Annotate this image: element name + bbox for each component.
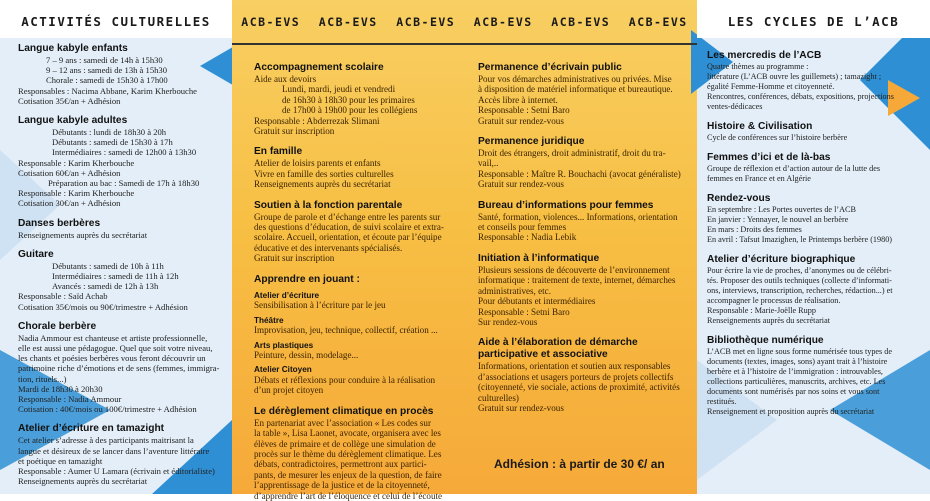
section-text-line: Responsable : Setni Baro xyxy=(478,105,570,116)
section-text-line: Accès libre à internet. xyxy=(478,94,558,105)
subsection-heading: Théâtre xyxy=(254,315,284,325)
acb-evs-services-right xyxy=(478,52,700,413)
section-text-line: Plusieurs sessions de découverte de l’environnement xyxy=(478,264,670,275)
section-text-line: éducative et des intervenants spécialisés. xyxy=(254,242,403,253)
section-heading: Langue kabyle adultes xyxy=(18,115,128,127)
section-text-line: élèves de primaire et de collège une simulation de xyxy=(254,438,436,449)
section-heading: Les mercredis de l’ACB xyxy=(707,50,822,61)
section-heading: Aide à l’élaboration de démarche participative et associative xyxy=(478,337,638,361)
cultural-activities-title: ACTIVITÉS CULTURELLES xyxy=(0,0,232,38)
section-text-line: Cotisation 35€/mois ou 90€/trimestre + Adhésion xyxy=(18,301,188,312)
section-text-line: documents (textes, images, sons) ayant trait à l’histoire xyxy=(707,357,888,366)
section-text-line: ons, interviews, transcription, recherches, rédaction...) et xyxy=(707,286,893,295)
section-text-line: Responsable : Saïd Achab xyxy=(18,291,108,302)
section-text-line: tés. Proposer des outils techniques (collecte d’informati- xyxy=(707,276,892,285)
section-heading: Rendez-vous xyxy=(707,193,771,204)
section-text-line: Renseignement et proposition auprès du secrétariat xyxy=(707,407,875,416)
section-text-line: Responsable : Nadia Lebik xyxy=(478,232,577,243)
section-text-line: Responsable : Aumer U Lamara (écrivain et éditorialiste) xyxy=(18,466,215,477)
cultural-activities-list xyxy=(18,43,226,487)
section-text-line: Cotisation 60€/an + Adhésion xyxy=(18,167,121,178)
section-text-line: Sensibilisation à l’écriture par le jeu xyxy=(254,300,386,311)
section-text-line: accompagner le processus de réalisation. xyxy=(707,296,841,305)
section-text-line: administratives, etc. xyxy=(478,285,551,296)
section-heading: Atelier d’écriture biographique xyxy=(707,254,856,265)
section-text-line: pants, de mesurer les enjeux de la question, de faire xyxy=(254,469,442,480)
section-text-line: procès sur le thème du dérèglement climatique. Les xyxy=(254,448,442,459)
section-text-line: restitués. xyxy=(707,397,737,406)
acb-evs-services-left xyxy=(254,52,476,501)
section-text-line: Nadia Ammour est chanteuse et artiste professionnelle, xyxy=(18,332,208,343)
section-text-line: Gratuit sur inscription xyxy=(254,126,335,137)
section-text-line: littérature (L’ACB ouvre les guillemets) ; tamazight ; xyxy=(707,72,882,81)
section-text-line: Débutants : lundi de 18h30 à 20h xyxy=(52,127,167,138)
section-text-line: d’apprendre l’art de l’éloquence et celui de l’écoute xyxy=(254,490,443,501)
section-heading: Bureau d’informations pour femmes xyxy=(478,199,654,211)
section-text-line: Cet atelier s’adresse à des participants maitrisant la xyxy=(18,435,194,446)
section-text-line: Gratuit sur rendez-vous xyxy=(478,115,564,126)
section-text-line: En janvier : Yennayer, le nouvel an berbère xyxy=(707,215,849,224)
section-text-line: Aide aux devoirs xyxy=(254,74,317,84)
section-text-line: patrimoine riche d’émotions et de sens (femmes, immigra- xyxy=(18,363,220,374)
section-text-line: Informations, orientation et soutien aux responsables xyxy=(478,361,671,372)
section-text-line: Chorale : samedi de 15h30 à 17h00 xyxy=(46,75,168,86)
subsection-heading: Atelier Citoyen xyxy=(254,365,312,375)
section-heading: Initiation à l’informatique xyxy=(478,252,600,264)
section-text-line: documents sont numérisés par nos soins et vous sont xyxy=(707,387,880,396)
section-text-line: 9 – 12 ans : samedi de 13h à 15h30 xyxy=(46,65,168,76)
section-text-line: Atelier de loisirs parents et enfants xyxy=(254,158,381,169)
section-text-line: débats, contradictoires, permettront aux partici- xyxy=(254,459,427,470)
section-text-line: Quatre thèmes au programme : xyxy=(707,62,809,71)
section-text-line: En septembre : Les Portes ouvertes de l’ACB xyxy=(707,205,856,214)
banner-label: ACB-EVS xyxy=(628,14,688,29)
section-text-line: Peinture, dessin, modelage... xyxy=(254,350,359,360)
section-text-line: Pour débutants et intermédiaires xyxy=(478,296,596,307)
section-heading: Permanence d’écrivain public xyxy=(478,62,622,73)
section-text-line: En avril : Tafsut Imazighen, le Printemps berbère (1980) xyxy=(707,235,893,244)
section-text-line: Débats et réflexions pour conduire à la réalisation xyxy=(254,374,436,385)
section-text-line: Responsables : Nacima Abbane, Karim Kherbouche xyxy=(18,85,197,96)
banner-label: ACB-EVS xyxy=(473,14,533,29)
cultural-activities-column xyxy=(0,0,232,494)
section-text-line: Cotisation : 40€/mois ou 100€/trimestre + Adhésion xyxy=(18,404,197,415)
section-text-line: Vivre en famille des sorties culturelles xyxy=(254,168,394,179)
section-heading: Femmes d’ici et de là-bas xyxy=(707,152,831,163)
section-heading: Soutien à la fonction parentale xyxy=(254,199,403,211)
section-text-line: berbère et à l’histoire de l’immigration : introuvables, xyxy=(707,367,883,376)
membership-fee: Adhésion : à partir de 30 €/ an xyxy=(494,457,665,471)
acb-evs-column xyxy=(232,0,697,501)
section-text-line: Responsable : Karim Kherbouche xyxy=(18,188,135,199)
section-text-line: égalité Femme-Homme et citoyenneté. xyxy=(707,82,835,91)
section-text-line: Intermédiaires : samedi de 12h00 à 13h30 xyxy=(52,147,197,158)
section-text-line: tion, rituels...) xyxy=(18,373,67,384)
section-heading: Danses berbères xyxy=(18,217,101,229)
section-heading: Langue kabyle enfants xyxy=(18,43,128,54)
section-text-line: elle est aussi une pédagogue. Quel que soit votre niveau, xyxy=(18,343,213,354)
section-text-line: scolaire. Accueil, orientation, et écoute par l’équipe xyxy=(254,232,442,243)
banner-label: ACB-EVS xyxy=(551,14,611,29)
section-text-line: Pour écrire la vie de proches, d’anonymes ou de célébri- xyxy=(707,266,892,275)
section-heading: Chorale berbère xyxy=(18,320,97,332)
section-text-line: Responsable : Karim Kherbouche xyxy=(18,157,135,168)
section-text-line: Responsable : Setni Baro xyxy=(478,306,570,317)
acb-cycles-title: LES CYCLES DE L’ACB xyxy=(697,0,930,38)
section-text-line: culturelles) xyxy=(478,392,519,403)
section-text-line: de 17h00 à 19h00 pour les collégiens xyxy=(282,105,418,116)
section-text-line: Rencontres, conférences, débats, expositions, projections xyxy=(707,92,894,101)
section-heading: Accompagnement scolaire xyxy=(254,62,384,73)
section-text-line: d’un projet citoyen xyxy=(254,385,324,396)
section-text-line: à disposition de matériel informatique et bureautique. xyxy=(478,84,673,95)
acb-cycles-column xyxy=(697,0,930,494)
section-text-line: Santé, formation, violences... Informations, orientation xyxy=(478,211,678,222)
section-heading: Apprendre en jouant : xyxy=(254,273,360,285)
section-text-line: l’apprentissage de la justice et de la citoyenneté, xyxy=(254,480,430,491)
section-text-line: Droit des étrangers, droit administratif, droit du tra- xyxy=(478,148,666,159)
section-text-line: Renseignements auprès du secrétariat xyxy=(707,316,830,325)
acb-evs-banner xyxy=(232,0,697,45)
section-text-line: En mars : Droits des femmes xyxy=(707,225,802,234)
section-heading: Guitare xyxy=(18,248,54,260)
section-text-line: Groupe de parole et d’échange entre les parents sur xyxy=(254,211,441,222)
section-text-line: et poétique en tamazight xyxy=(18,455,103,466)
section-text-line: Groupe de réflexion et d’action autour de la lutte des xyxy=(707,164,881,173)
section-text-line: Lundi, mardi, jeudi et vendredi xyxy=(282,84,396,95)
section-text-line: (citoyenneté, vie sociale, actions de proximité, activités xyxy=(478,382,680,393)
subsection-heading: Arts plastiques xyxy=(254,340,314,350)
section-text-line: Responsable : Maître R. Bouchachi (avocat généraliste) xyxy=(478,168,681,179)
section-text-line: d’associations et usagers porteurs de projets collectifs xyxy=(478,371,674,382)
section-heading: Atelier d’écriture en tamazight xyxy=(18,423,165,435)
section-text-line: Gratuit sur inscription xyxy=(254,253,335,264)
section-text-line: Intermédiaires : samedi de 11h à 12h xyxy=(52,271,179,282)
banner-label: ACB-EVS xyxy=(241,14,301,29)
subsection-heading: Atelier d’écriture xyxy=(254,290,320,300)
section-text-line: langue et désireux de se lancer dans l’aventure littéraire xyxy=(18,445,210,456)
section-text-line: Gratuit sur rendez-vous xyxy=(478,179,564,190)
section-text-line: Cotisation 30€/an + Adhésion xyxy=(18,198,121,209)
section-text-line: vail,.. xyxy=(478,158,499,169)
section-text-line: ventes-dédicaces xyxy=(707,102,763,111)
section-text-line: Sur rendez-vous xyxy=(478,316,538,327)
section-heading: Le dérèglement climatique en procès xyxy=(254,405,434,417)
section-text-line: des questions d’éducation, de suivi scolaire et extra- xyxy=(254,222,444,233)
section-text-line: Gratuit sur rendez-vous xyxy=(478,402,564,413)
section-text-line: Avancés : samedi de 12h à 13h xyxy=(52,281,159,292)
section-text-line: L’ACB met en ligne sous forme numérisée tous types de xyxy=(707,347,893,356)
section-text-line: Débutants : samedi de 15h30 à 17h xyxy=(52,137,173,148)
section-text-line: 7 – 9 ans : samedi de 14h à 15h30 xyxy=(46,55,163,65)
section-text-line: Responsable : Nadia Ammour xyxy=(18,394,122,405)
section-heading: Histoire & Civilisation xyxy=(707,121,813,132)
section-text-line: femmes en France et en Algérie xyxy=(707,174,811,183)
section-text-line: Cycle de conférences sur l’histoire berbère xyxy=(707,133,848,142)
section-heading: En famille xyxy=(254,146,303,158)
section-text-line: informatique : traitement de texte, internet, démarches xyxy=(478,275,676,286)
section-text-line: Préparation au bac : Samedi de 17h à 18h30 xyxy=(48,178,200,189)
section-text-line: Renseignements auprès du secrétariat xyxy=(254,179,391,190)
section-text-line: la table », Lisa Laonet, avocate, organisera avec les xyxy=(254,428,441,439)
section-text-line: Pour vos démarches administratives ou privées. Mise xyxy=(478,74,672,84)
section-text-line: de 16h30 à 18h30 pour les primaires xyxy=(282,94,415,105)
section-text-line: Responsable : Marie-Joëlle Rupp xyxy=(707,306,816,315)
section-text-line: Renseignements auprès du secrétariat xyxy=(18,476,148,487)
section-heading: Permanence juridique xyxy=(478,136,585,148)
section-text-line: collections particulières, manuscrits, archives, etc. Les xyxy=(707,377,886,386)
section-text-line: Improvisation, jeu, technique, collectif, création ... xyxy=(254,325,438,336)
banner-label: ACB-EVS xyxy=(396,14,456,29)
section-text-line: Renseignements auprès du secrétariat xyxy=(18,229,148,240)
section-text-line: Cotisation 35€/an + Adhésion xyxy=(18,95,121,106)
section-text-line: Responsable : Abderrezak Slimani xyxy=(254,115,380,126)
section-text-line: Mardi de 18h30 à 20h30 xyxy=(18,383,103,394)
section-text-line: En partenariat avec l’association « Les codes sur xyxy=(254,417,432,428)
banner-label: ACB-EVS xyxy=(318,14,378,29)
acb-cycles-list xyxy=(707,50,929,417)
section-heading: Bibliothèque numérique xyxy=(707,335,824,346)
section-text-line: et conseils pour femmes xyxy=(478,222,567,233)
section-text-line: Débutants : samedi de 10h à 11h xyxy=(52,260,164,271)
section-text-line: les chants et poésies berbères vous feront découvrir un xyxy=(18,353,206,364)
